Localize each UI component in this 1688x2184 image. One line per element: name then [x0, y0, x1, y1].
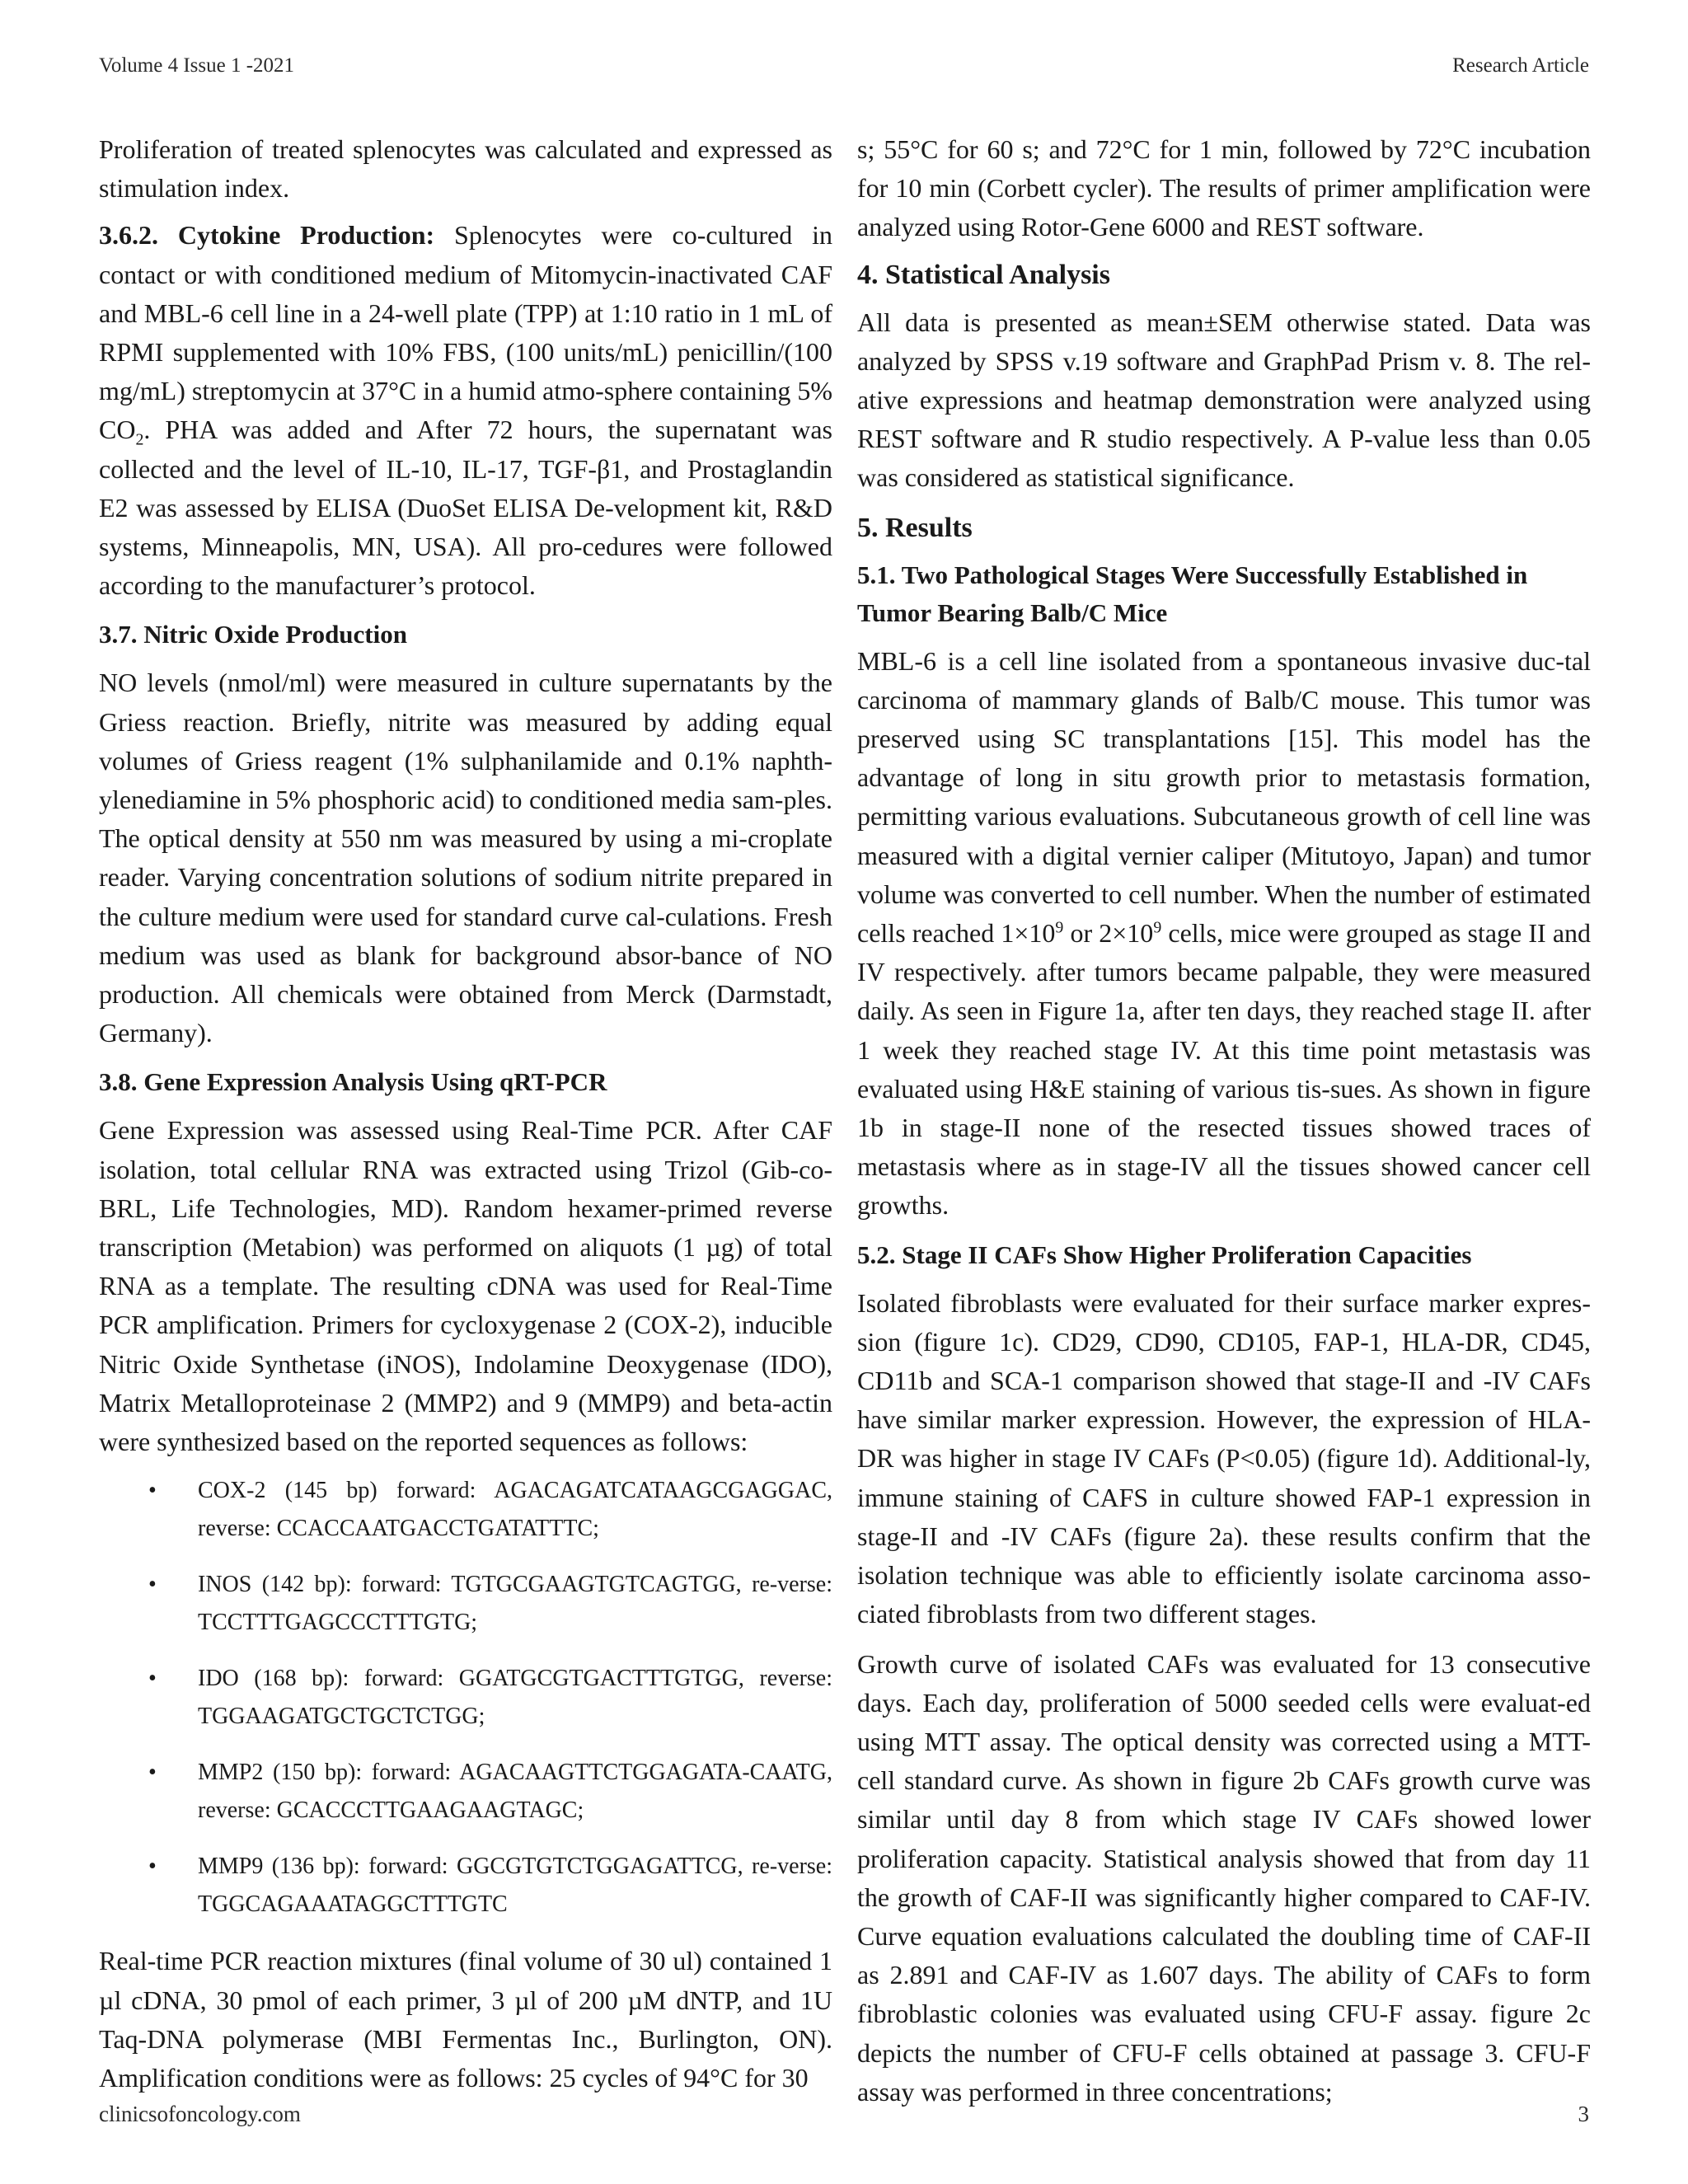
page-number: 3	[1578, 2102, 1589, 2126]
primer-list	[99, 1472, 832, 1924]
intro-paragraph: Proliferation of treated splenocytes was calculated and expressed as stimulation index.	[99, 134, 832, 204]
statistical-analysis-paragraph: All data is presented as mean±SEM otherwise stated. Data was analyzed by SPSS v.19 software and GraphPad Prism v. 8. The rel-ative expressions and heatmap demonstration were analyzed using REST software and R studio respectively. A P-value less than 0.05 was considered as statistical significance.	[857, 307, 1591, 493]
nitric-oxide-paragraph: NO levels (nmol/ml) were measured in culture supernatants by the Griess reaction. Briefly, nitrite was measured by adding equal volumes of Griess reagent (1% sulphanilamide and 0.1% naphth-ylenediamine in 5% phosphoric acid) to conditioned media sam-ples. The optical density at 550 nm was measured by using a mi-croplate reader. Varying concentration solutions of sodium nitrite prepared in the culture medium were used for standard curve cal-culations. Fresh medium was used as blank for background absor-bance of NO production. All chemicals were obtained from Merck (Darmstadt, Germany).	[99, 668, 832, 1048]
results-5-1-heading: 5.1. Two Pathological Stages Were Successfully Established in Tumor Bearing Balb/C Mice	[857, 560, 1528, 627]
r51-text-b: or 2×10	[1063, 918, 1154, 949]
footer-site: clinicsofoncology.com	[99, 2102, 301, 2126]
primer-item-mmp9: • MMP9 (136 bp): forward: GGCGTGTCTGGAGATTCG, re-verse: TGGCAGAAATAGGCTTTGTC	[198, 1848, 832, 1924]
results-5-1-paragraph	[857, 642, 1591, 1226]
results-5-2-heading: 5.2. Stage II CAFs Show Higher Proliferation Capacities	[857, 1240, 1472, 1269]
primer-item-inos: • INOS (142 bp): forward: TGTGCGAAGTGTCAGTGG, re-verse: TCCTTTGAGCCCTTTGTG;	[198, 1566, 832, 1642]
results-heading: 5. Results	[857, 512, 973, 543]
nitric-oxide-heading: 3.7. Nitric Oxide Production	[99, 620, 407, 649]
pcr-continuation-paragraph: s; 55°C for 60 s; and 72°C for 1 min, followed by 72°C incubation for 10 min (Corbett cycler). The results of primer amplification were analyzed using Rotor-Gene 6000 and REST software.	[857, 134, 1591, 242]
r51-text-a: MBL-6 is a cell line isolated from a spontaneous invasive duc-tal carcinoma of mammary glands of Balb/C mouse. This tumor was preserved using SC transplantations [15]. This model has the advantage of long in situ growth prior to metastasis formation, permitting various evaluations. Subcutaneous growth of cell line was measured with a digital vernier caliper (Mitutoyo, Japan) and tumor volume was converted to cell number. When the number of estimated cells reached 1×10	[857, 645, 1591, 949]
cytokine-heading: 3.6.2. Cytokine Production:	[99, 220, 455, 251]
running-header	[99, 54, 1589, 77]
gene-expression-heading: 3.8. Gene Expression Analysis Using qRT-PCR	[99, 1067, 607, 1097]
left-column	[99, 130, 832, 2108]
cytokine-paragraph	[99, 216, 832, 605]
cytokine-text-a: Splenocytes were co-cultured in contact or with conditioned medium of Mitomycin-inactivated CAF and MBL-6 cell line in a 24-well plate (TPP) at 1:10 ratio in 1 mL of RPMI supplemented with 10% FBS, (100 units/mL) penicillin/(100 mg/mL) streptomycin at 37°C in a humid atmo-sphere containing 5% CO	[99, 220, 833, 445]
r51-superscript-2: 9	[1153, 918, 1162, 937]
cytokine-text-b: . PHA was added and After 72 hours, the supernatant was collected and the level of IL-10, IL-17, TGF-β1, and Prostaglandin E2 was assessed by ELISA (DuoSet ELISA De-velopment kit, R&D systems, Minneapolis, MN, USA). All pro-cedures were followed according to the manufacturer’s protocol.	[99, 415, 832, 601]
co2-subscript: 2	[135, 430, 144, 449]
right-column	[857, 130, 1591, 2122]
page-footer	[99, 2102, 1589, 2127]
results-5-2-paragraph: Isolated fibroblasts were evaluated for their surface marker expres-sion (figure 1c). CD29, CD90, CD105, FAP-1, HLA-DR, CD45, CD11b and SCA-1 comparison showed that stage-II and -IV CAFs have similar marker expression. However, the expression of HLA-DR was higher in stage IV CAFs (P<0.05) (figure 1d). Additional-ly, immune staining of CAFS in culture showed FAP-1 expression in stage-II and -IV CAFs (figure 2a). these results confirm that the isolation technique was able to efficiently isolate carcinoma asso-ciated fibroblasts from two different stages.	[857, 1287, 1591, 1629]
growth-curve-paragraph: Growth curve of isolated CAFs was evaluated for 13 consecutive days. Each day, proliferation of 5000 seeded cells were evaluat-ed using MTT assay. The optical density was corrected using a MTT-cell standard curve. As shown in figure 2b CAFs growth curve was similar until day 8 from which stage IV CAFs showed lower proliferation capacity. Statistical analysis showed that from day 11 the growth of CAF-II was significantly higher compared to CAF-IV. Curve equation evaluations calculated the doubling time of CAF-II as 2.891 and CAF-IV as 1.607 days. The ability of CAFs to form fibroblastic colonies was evaluated using CFU-F assay. figure 2c depicts the number of CFU-F cells obtained at passage 3. CFU-F assay was performed in three concentrations;	[857, 1648, 1591, 2107]
article-type: Research Article	[1452, 54, 1589, 77]
primer-item-ido: • IDO (168 bp): forward: GGATGCGTGACTTTGTGG, reverse: TGGAAGATGCTGCTCTGG;	[198, 1660, 832, 1736]
gene-expression-paragraph: Gene Expression was assessed using Real-Time PCR. After CAF isolation, total cellular RNA was extracted using Trizol (Gib-co-BRL, Life Technologies, MD). Random hexamer-primed reverse transcription (Metabion) was performed on aliquots (1 µg) of total RNA as a template. The resulting cDNA was used for Real-Time PCR amplification. Primers for cycloxygenase 2 (COX-2), inducible Nitric Oxide Synthetase (iNOS), Indolamine Deoxygenase (IDO), Matrix Metalloproteinase 2 (MMP2) and 9 (MMP9) and beta-actin were synthesized based on the reported sequences as follows:	[99, 1115, 832, 1457]
primer-item-mmp2: • MMP2 (150 bp): forward: AGACAAGTTCTGGAGATA-CAATG, reverse: GCACCCTTGAAGAAGTAGC;	[198, 1754, 832, 1830]
statistical-analysis-heading: 4. Statistical Analysis	[857, 259, 1110, 290]
r51-superscript-1: 9	[1055, 918, 1064, 937]
journal-volume: Volume 4 Issue 1 -2021	[99, 54, 295, 77]
pcr-paragraph: Real-time PCR reaction mixtures (final volume of 30 ul) contained 1 µl cDNA, 30 pmol of each primer, 3 µl of 200 µM dNTP, and 1U Taq-DNA polymerase (MBI Fermentas Inc., Burlington, ON). Amplification conditions were as follows: 25 cycles of 94°C for 30	[99, 1946, 832, 2093]
primer-item-cox2: • COX-2 (145 bp) forward: AGACAGATCATAAGCGAGGAC, reverse: CCACCAATGACCTGATATTTC;	[198, 1472, 832, 1548]
r51-text-c: cells, mice were grouped as stage II and IV respectively. after tumors became palpable, they were measured daily. As seen in Figure 1a, after ten days, they reached stage II. after 1 week they reached stage IV. At this time point metastasis was evaluated using H&E staining of various tis-sues. As shown in figure 1b in stage-II none of the resected tissues showed traces of metastasis where as in stage-IV all the tissues showed cancer cell growths.	[857, 918, 1592, 1221]
